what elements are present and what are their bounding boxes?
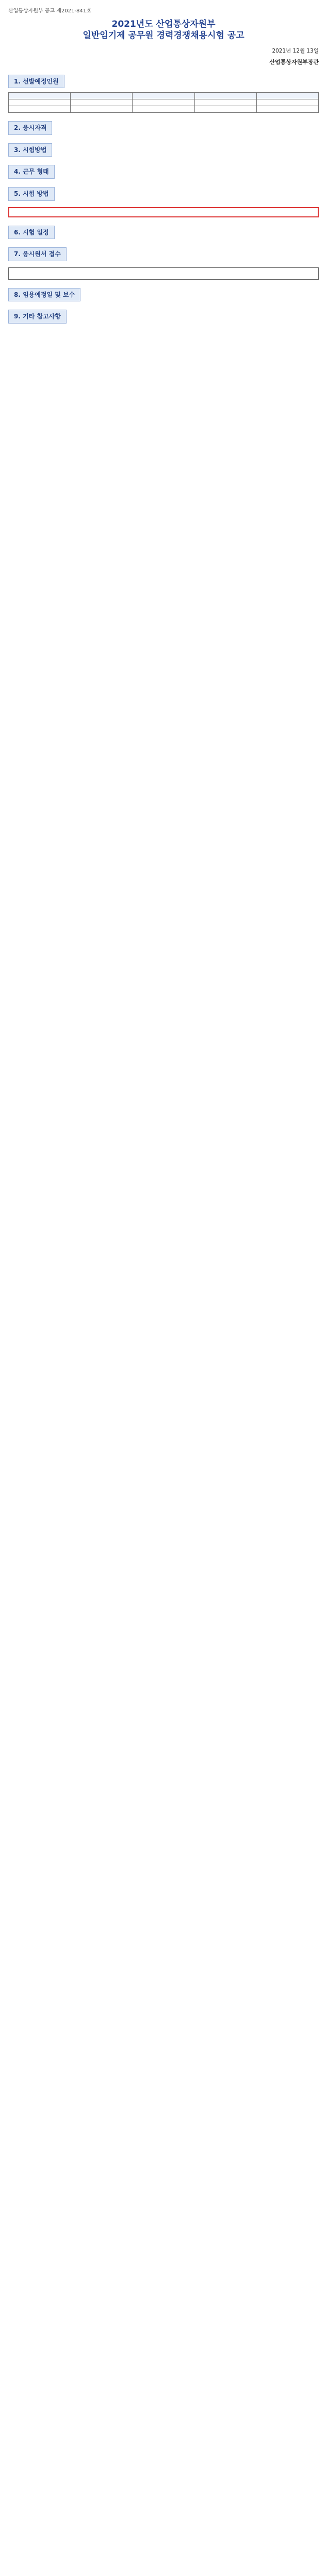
table-header-cell (71, 93, 133, 99)
section-6-title: 6. 시험 일정 (8, 226, 55, 240)
section-7-title: 7. 응시원서 접수 (8, 247, 67, 261)
section-4 (8, 165, 319, 179)
section-7 (8, 247, 319, 261)
table-row (9, 106, 319, 113)
table-cell (71, 106, 133, 113)
table-cell (194, 99, 256, 106)
section-4-title: 4. 근무 형태 (8, 165, 55, 179)
table-header-cell (9, 93, 71, 99)
title-line-1: 2021년도 산업통상자원부 (111, 19, 216, 29)
section-3-title: 3. 시험방법 (8, 143, 52, 157)
application-form-box (8, 267, 319, 280)
issuing-organization: 산업통상자원부장관 (269, 58, 319, 65)
section-5-title: 5. 시험 방법 (8, 187, 55, 201)
announcement-number: 산업통상자원부 공고 제2021-841호 (8, 8, 91, 14)
section-8-title: 8. 임용예정일 및 보수 (8, 288, 80, 302)
section-2-title: 2. 응시자격 (8, 121, 52, 135)
table-cell (194, 106, 256, 113)
section-9-title: 9. 기타 참고사항 (8, 310, 67, 324)
table-header-row (9, 93, 319, 99)
table-cell (133, 106, 194, 113)
table-row (9, 99, 319, 106)
page-title (8, 19, 319, 42)
table-header-cell (194, 93, 256, 99)
table-cell (9, 99, 71, 106)
section-3 (8, 143, 319, 157)
section-5 (8, 187, 319, 201)
table-header-cell (133, 93, 194, 99)
section-1 (8, 75, 319, 113)
announcement-date: 2021년 12월 13일 (272, 48, 319, 55)
table-cell (133, 99, 194, 106)
warning-box (8, 207, 319, 217)
section-6 (8, 226, 319, 240)
title-line-2: 일반임기제 공무원 경력경쟁채용시험 공고 (83, 30, 244, 41)
positions-table (8, 92, 319, 113)
table-cell (256, 99, 318, 106)
table-cell (9, 106, 71, 113)
table-cell (71, 99, 133, 106)
section-9 (8, 310, 319, 324)
section-2 (8, 121, 319, 135)
document-page (0, 0, 327, 346)
section-8 (8, 288, 319, 302)
table-cell (256, 106, 318, 113)
section-1-title: 1. 선발예정인원 (8, 75, 64, 89)
table-header-cell (256, 93, 318, 99)
